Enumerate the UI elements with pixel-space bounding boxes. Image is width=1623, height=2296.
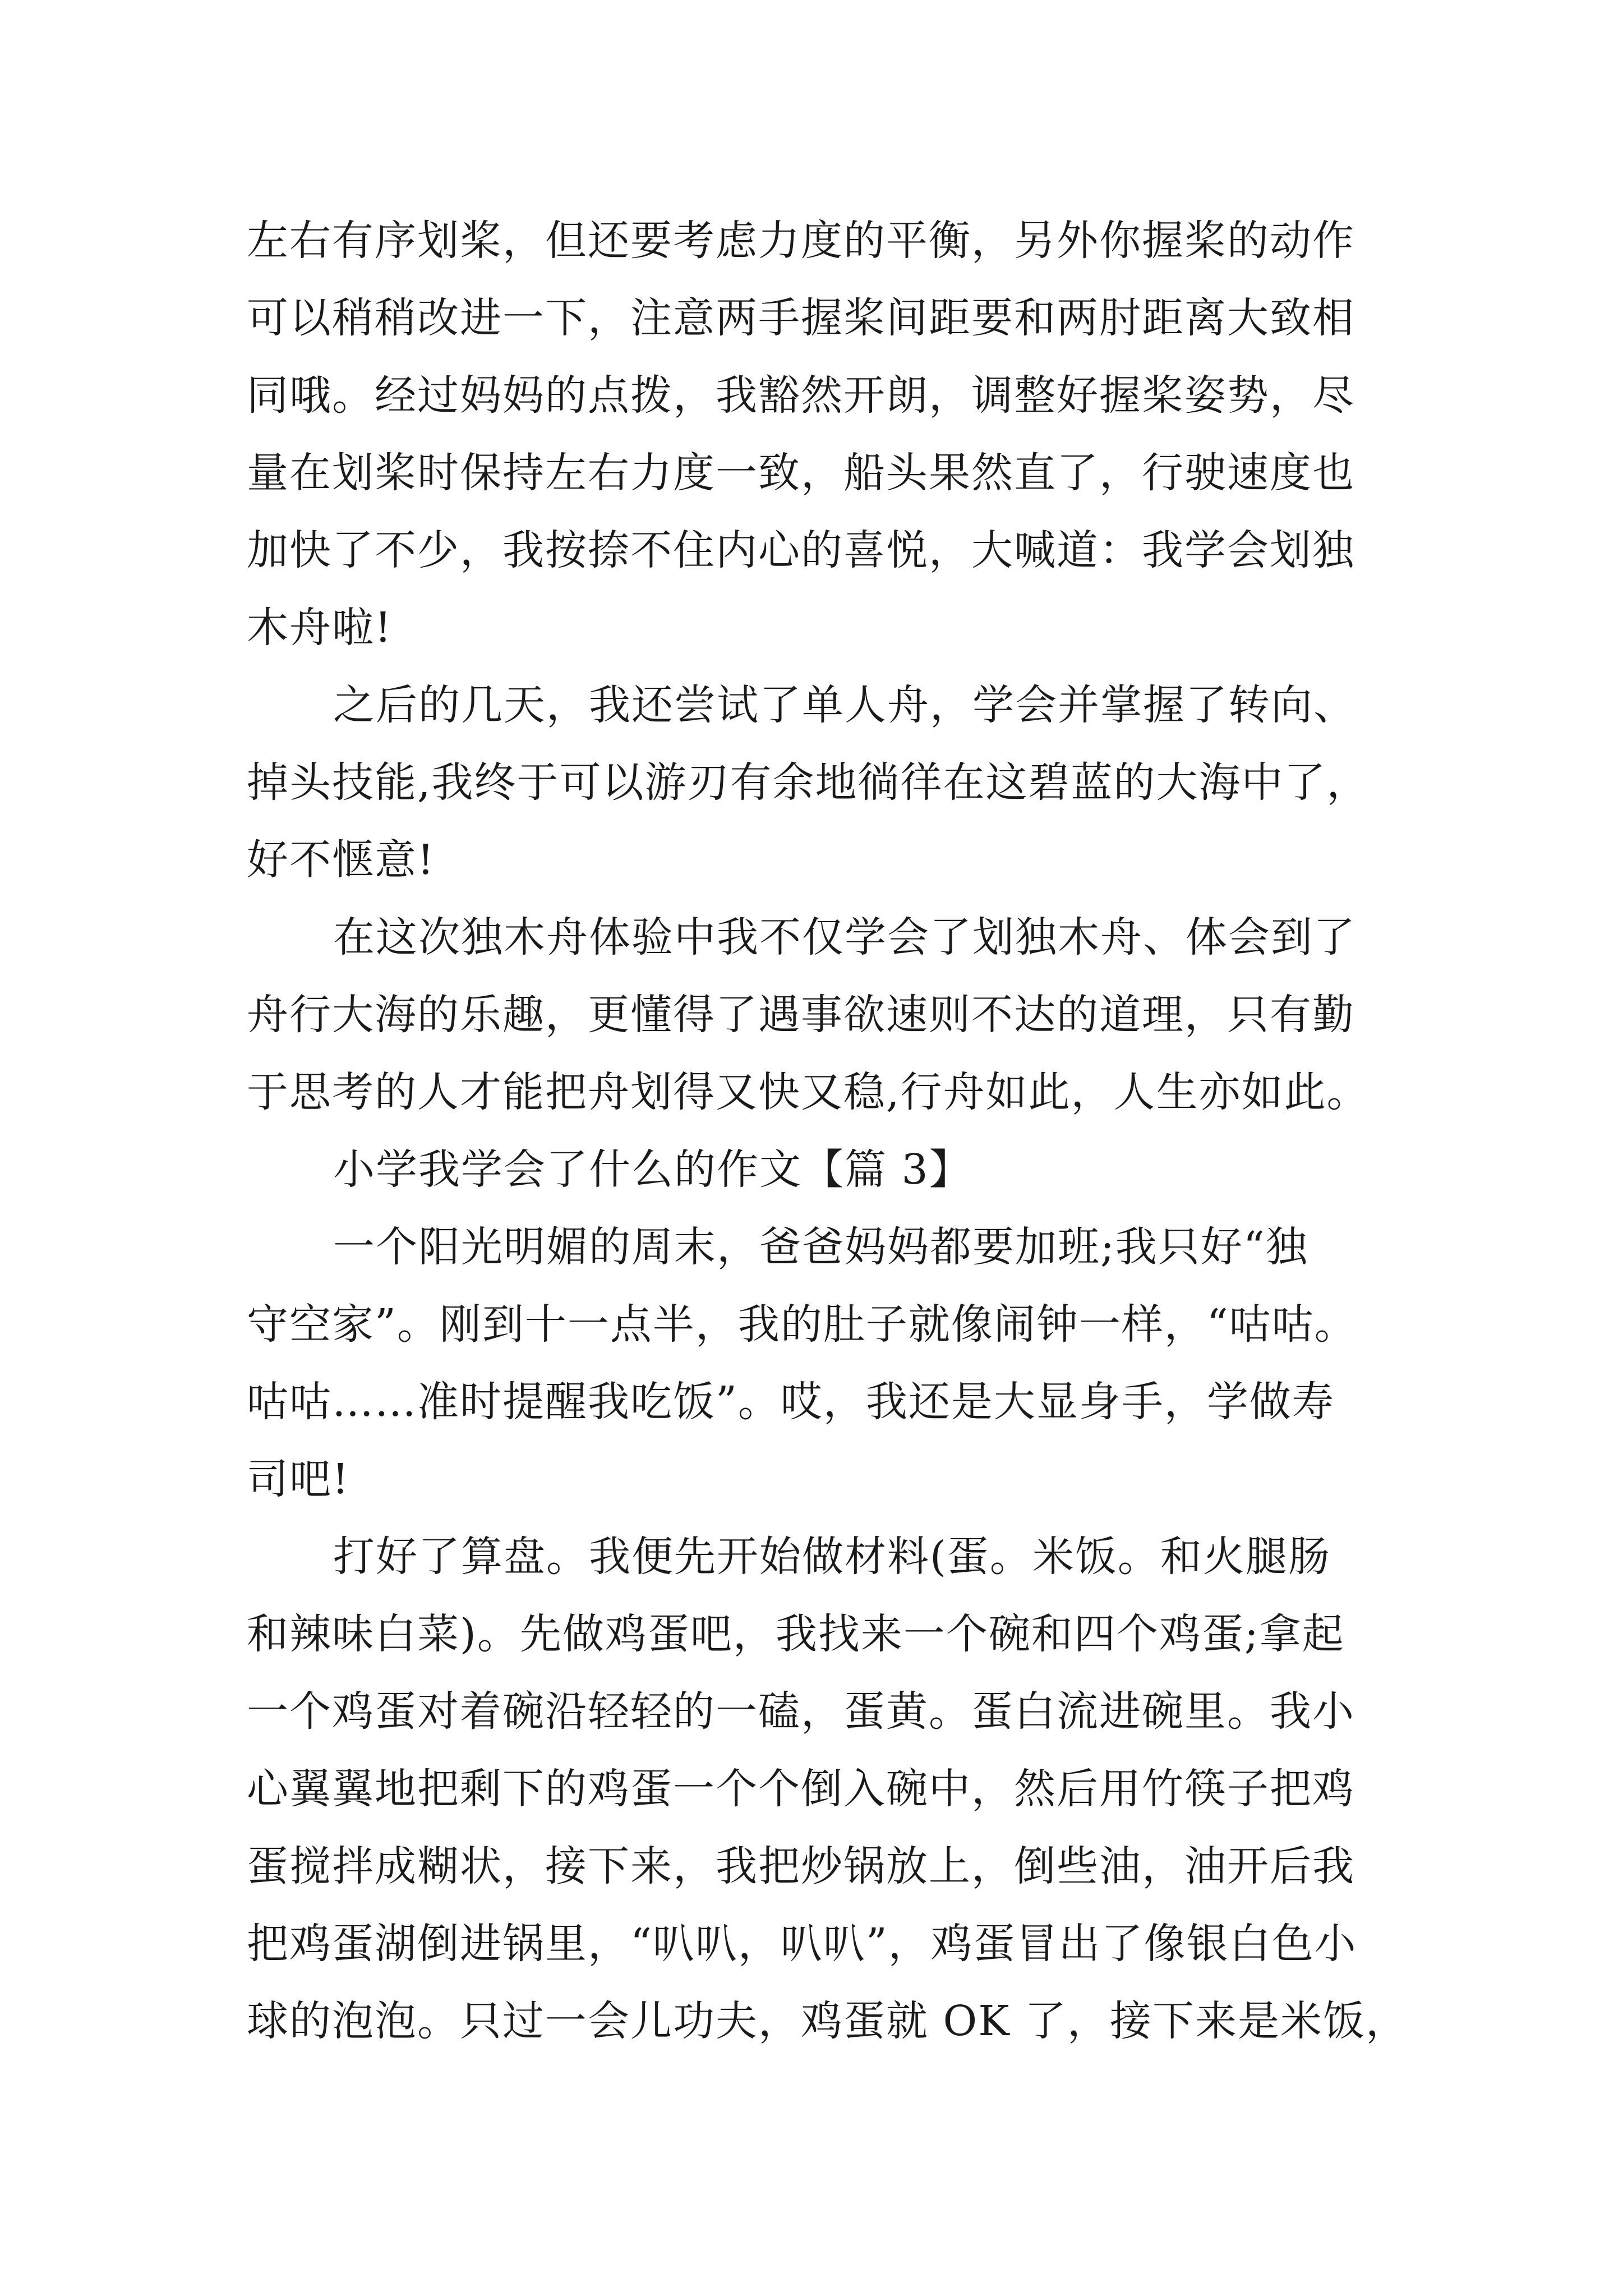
text-line: 左右有序划桨，但还要考虑力度的平衡，另外你握桨的动作 [247, 217, 1355, 265]
text-line: 量在划桨时保持左右力度一致，船头果然直了，行驶速度也 [247, 449, 1355, 497]
text-line: 木舟啦! [247, 604, 393, 652]
text-line: 一个鸡蛋对着碗沿轻轻的一磕，蛋黄。蛋白流进碗里。我小 [247, 1687, 1355, 1736]
text-line: 掉头技能,我终于可以游刃有余地徜徉在这碧蓝的大海中了， [247, 758, 1370, 807]
text-line: 可以稍稍改进一下，注意两手握桨间距要和两肘距离大致相 [247, 294, 1355, 342]
text-line: 球的泡泡。只过一会儿功夫，鸡蛋就 OK 了，接下来是米饭， [247, 1997, 1408, 2045]
text-line: 蛋搅拌成糊状，接下来，我把炒锅放上，倒些油，油开后我 [247, 1842, 1355, 1890]
text-line: 守空家”。刚到十一点半，我的肚子就像闹钟一样，“咕咕。 [247, 1300, 1357, 1349]
text-line: 舟行大海的乐趣，更懂得了遇事欲速则不达的道理，只有勤 [247, 991, 1355, 1039]
text-line: 和辣味白菜)。先做鸡蛋吧，我找来一个碗和四个鸡蛋;拿起 [247, 1610, 1345, 1658]
text-line: 司吧! [247, 1455, 350, 1503]
paragraph-first-line: 在这次独木舟体验中我不仅学会了划独木舟、体会到了 [333, 913, 1356, 961]
body-text [247, 202, 1408, 2060]
text-line: 于思考的人才能把舟划得又快又稳,行舟如此，人生亦如此。 [247, 1068, 1370, 1116]
text-line: 同哦。经过妈妈的点拨，我豁然开朗，调整好握桨姿势，尽 [247, 371, 1355, 420]
text-line: 咕咕……准时提醒我吃饭”。哎，我还是大显身手，学做寿 [247, 1378, 1335, 1426]
text-line: 好不惬意! [247, 836, 435, 884]
paragraph-first-line: 之后的几天，我还尝试了单人舟，学会并掌握了转向、 [333, 681, 1356, 729]
text-line: 心翼翼地把剩下的鸡蛋一个个倒入碗中，然后用竹筷子把鸡 [247, 1765, 1355, 1813]
section-heading: 小学我学会了什么的作文【篇 3】 [333, 1145, 972, 1194]
text-line: 把鸡蛋湖倒进锅里，“叭叭，叭叭”，鸡蛋冒出了像银白色小 [247, 1920, 1357, 1968]
text-line: 加快了不少，我按捺不住内心的喜悦，大喊道：我学会划独 [247, 526, 1355, 574]
paragraph-first-line: 打好了算盘。我便先开始做材料(蛋。米饭。和火腿肠 [333, 1533, 1331, 1581]
paragraph-first-line: 一个阳光明媚的周末，爸爸妈妈都要加班;我只好“独 [333, 1223, 1308, 1271]
